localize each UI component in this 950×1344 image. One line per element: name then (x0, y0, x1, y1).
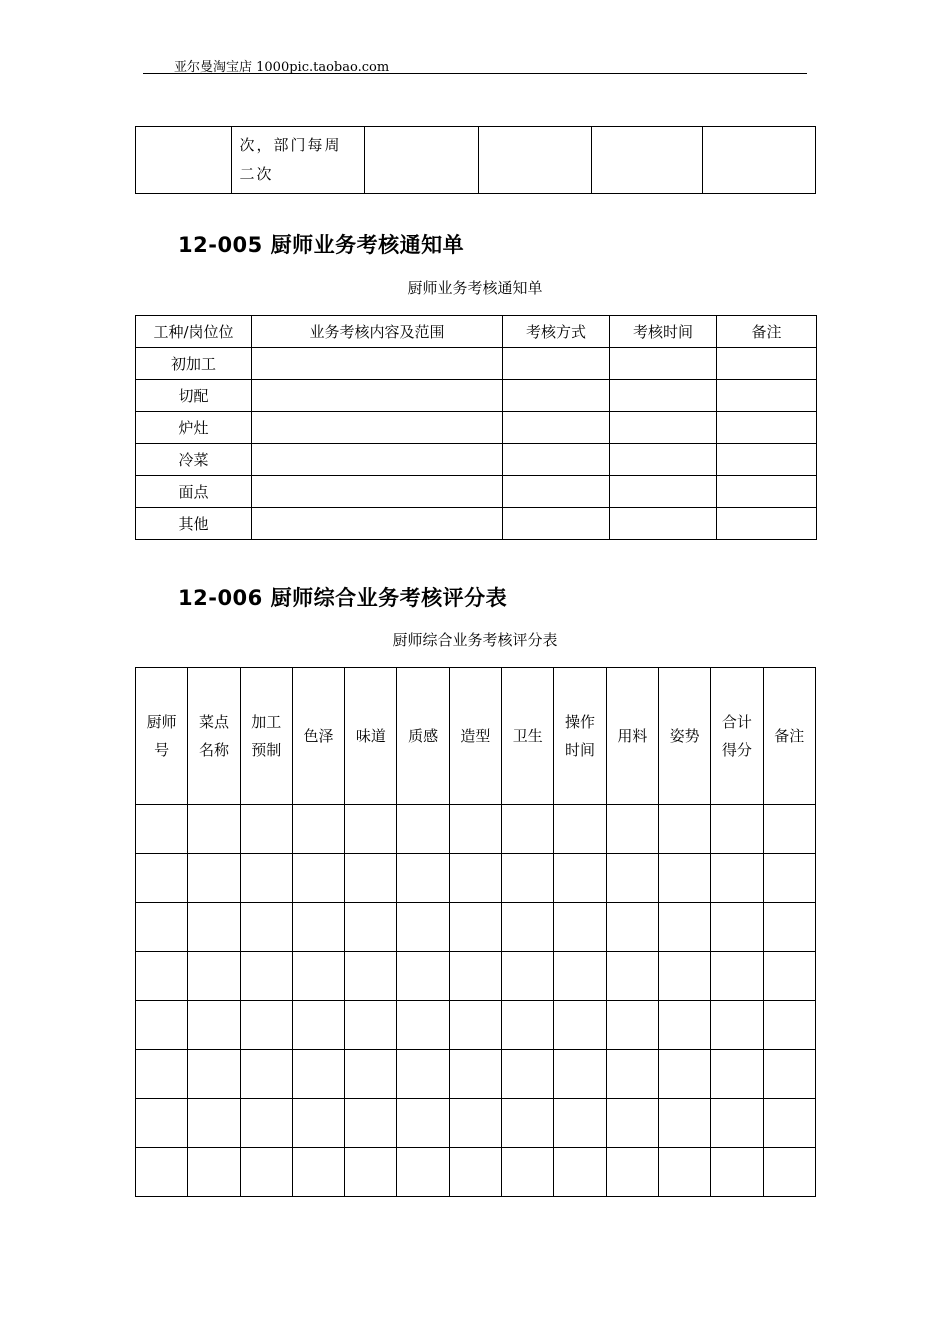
table-cell (478, 127, 591, 194)
table-cell (591, 127, 703, 194)
table-row (136, 348, 817, 380)
row-label: 初加工 (136, 348, 252, 380)
table-cell (554, 1001, 606, 1050)
column-header: 操作时间 (554, 668, 606, 805)
table-cell (136, 903, 188, 952)
table-cell (188, 805, 240, 854)
table-cell (292, 805, 344, 854)
table-cell (503, 476, 610, 508)
table-cell (503, 380, 610, 412)
table-cell (554, 854, 606, 903)
table-row (136, 1099, 816, 1148)
table-cell (502, 1099, 554, 1148)
table-cell (763, 805, 815, 854)
table-cell (136, 127, 232, 194)
table-cell (658, 1050, 710, 1099)
table-cell (345, 952, 397, 1001)
table-cell (711, 903, 763, 952)
table-cell (502, 903, 554, 952)
table-cell (397, 1001, 449, 1050)
table-cell (292, 1001, 344, 1050)
table-cell (606, 854, 658, 903)
table-cell (606, 1099, 658, 1148)
table-cell (240, 1099, 292, 1148)
table-cell (397, 1148, 449, 1197)
table-cell (502, 1050, 554, 1099)
table-cell (136, 854, 188, 903)
table-cell (502, 854, 554, 903)
table-cell (610, 476, 717, 508)
table-cell (554, 805, 606, 854)
table-cell (345, 1050, 397, 1099)
row-label: 炉灶 (136, 412, 252, 444)
table-row (136, 1050, 816, 1099)
table-caption-006: 厨师综合业务考核评分表 (392, 631, 558, 649)
table-cell (658, 805, 710, 854)
table-row (136, 476, 817, 508)
table-cell (188, 1050, 240, 1099)
table-cell (397, 854, 449, 903)
column-header: 厨师号 (136, 668, 188, 805)
table-cell (658, 1001, 710, 1050)
column-header: 菜点名称 (188, 668, 240, 805)
table-cell (502, 1148, 554, 1197)
table-cell (503, 412, 610, 444)
table-cell (717, 444, 817, 476)
table-cell (397, 1099, 449, 1148)
table-cell (610, 348, 717, 380)
table-cell (449, 1050, 501, 1099)
table-cell (449, 952, 501, 1001)
row-label: 其他 (136, 508, 252, 540)
column-header: 考核方式 (503, 316, 610, 348)
column-header: 味道 (345, 668, 397, 805)
table-cell (763, 1001, 815, 1050)
table-cell (397, 903, 449, 952)
table-cell (397, 1050, 449, 1099)
table-cell (554, 1050, 606, 1099)
table-cell (503, 348, 610, 380)
table-cell (136, 1050, 188, 1099)
table-cell (606, 805, 658, 854)
table-cell (449, 1099, 501, 1148)
table-cell (345, 854, 397, 903)
section-title-006: 12-006 厨师综合业务考核评分表 (178, 586, 508, 610)
table-row (136, 1148, 816, 1197)
column-header: 用料 (606, 668, 658, 805)
table-row (136, 952, 816, 1001)
column-header: 备注 (717, 316, 817, 348)
table-caption-005: 厨师业务考核通知单 (407, 279, 543, 297)
table-cell (554, 903, 606, 952)
table-cell (345, 1148, 397, 1197)
table-cell (136, 1099, 188, 1148)
table-cell (763, 1050, 815, 1099)
table-cell (292, 903, 344, 952)
table-cell (717, 348, 817, 380)
table-cell (711, 1001, 763, 1050)
table-cell (606, 1050, 658, 1099)
table-cell (763, 1099, 815, 1148)
column-header: 考核时间 (610, 316, 717, 348)
table-cell (658, 854, 710, 903)
table-row (136, 444, 817, 476)
table-cell (606, 1148, 658, 1197)
table-cell (252, 476, 503, 508)
table-cell (502, 1001, 554, 1050)
table-cell (240, 1050, 292, 1099)
table-row (136, 380, 817, 412)
table-cell (345, 805, 397, 854)
table-cell (717, 508, 817, 540)
column-header: 业务考核内容及范围 (252, 316, 503, 348)
table-cell (763, 1148, 815, 1197)
table-cell (658, 903, 710, 952)
table-cell (188, 854, 240, 903)
table-cell (449, 1001, 501, 1050)
table-header-row (136, 316, 817, 348)
table-cell (658, 1148, 710, 1197)
table-cell (292, 952, 344, 1001)
table-cell (292, 854, 344, 903)
table-cell (252, 444, 503, 476)
table-cell (711, 1099, 763, 1148)
table-cell: 次，部门每周二次 (231, 127, 365, 194)
table-cell (449, 854, 501, 903)
table-cell (763, 952, 815, 1001)
table-cell (554, 952, 606, 1001)
table-cell (606, 1001, 658, 1050)
column-header: 加工预制 (240, 668, 292, 805)
table-cell (136, 1148, 188, 1197)
column-header: 卫生 (502, 668, 554, 805)
column-header: 姿势 (658, 668, 710, 805)
table-cell (606, 903, 658, 952)
table-cell (703, 127, 816, 194)
table-row (136, 854, 816, 903)
table-cell (345, 903, 397, 952)
row-label: 面点 (136, 476, 252, 508)
table-cell (252, 508, 503, 540)
table-cell (188, 903, 240, 952)
table-row (136, 508, 817, 540)
row-label: 切配 (136, 380, 252, 412)
table-cell (554, 1099, 606, 1148)
table-cell (397, 952, 449, 1001)
table-cell (397, 805, 449, 854)
table-cell (345, 1001, 397, 1050)
table-row (136, 903, 816, 952)
table-cell (610, 380, 717, 412)
table-cell (188, 1001, 240, 1050)
table-cell (449, 1148, 501, 1197)
column-header: 色泽 (292, 668, 344, 805)
table-cell (240, 952, 292, 1001)
table-cell (292, 1099, 344, 1148)
table-cell (252, 380, 503, 412)
table-cell (658, 1099, 710, 1148)
table-cell (763, 854, 815, 903)
table-cell (188, 1099, 240, 1148)
table-cell (717, 476, 817, 508)
table-cell (252, 348, 503, 380)
table-cell (711, 1050, 763, 1099)
table-cell (503, 508, 610, 540)
column-header: 工种/岗位位 (136, 316, 252, 348)
table-cell (136, 1001, 188, 1050)
table-cell (345, 1099, 397, 1148)
table-row (136, 805, 816, 854)
table-cell (502, 952, 554, 1001)
section-title-005: 12-005 厨师业务考核通知单 (178, 233, 465, 257)
table-header-row (136, 668, 816, 805)
table-cell (365, 127, 479, 194)
table-row (136, 127, 816, 194)
header-rule (143, 73, 807, 74)
column-header: 造型 (449, 668, 501, 805)
page-header: 亚尔曼淘宝店 1000pic.taobao.com (174, 60, 390, 75)
table-cell (711, 854, 763, 903)
table-cell (711, 1148, 763, 1197)
table-cell (188, 1148, 240, 1197)
table-cell (554, 1148, 606, 1197)
table-cell (136, 805, 188, 854)
table-cell (449, 805, 501, 854)
table-cell (188, 952, 240, 1001)
table-cell (252, 412, 503, 444)
table-cell (711, 805, 763, 854)
table-cell (502, 805, 554, 854)
notice-table (135, 315, 817, 540)
table-cell (610, 508, 717, 540)
table-cell (292, 1148, 344, 1197)
table-cell (292, 1050, 344, 1099)
table-cell (240, 1148, 292, 1197)
table-cell (240, 854, 292, 903)
continuation-table (135, 126, 816, 194)
table-cell (717, 412, 817, 444)
table-cell (658, 952, 710, 1001)
score-table (135, 667, 816, 1197)
table-cell (717, 380, 817, 412)
table-cell (503, 444, 610, 476)
table-cell (711, 952, 763, 1001)
table-cell (136, 952, 188, 1001)
table-cell (240, 903, 292, 952)
column-header: 备注 (763, 668, 815, 805)
table-cell (606, 952, 658, 1001)
table-cell (763, 903, 815, 952)
table-cell (449, 903, 501, 952)
table-row (136, 1001, 816, 1050)
table-cell (240, 805, 292, 854)
column-header: 合计得分 (711, 668, 763, 805)
row-label: 冷菜 (136, 444, 252, 476)
column-header: 质感 (397, 668, 449, 805)
table-cell (610, 444, 717, 476)
table-row (136, 412, 817, 444)
table-cell (240, 1001, 292, 1050)
table-cell (610, 412, 717, 444)
